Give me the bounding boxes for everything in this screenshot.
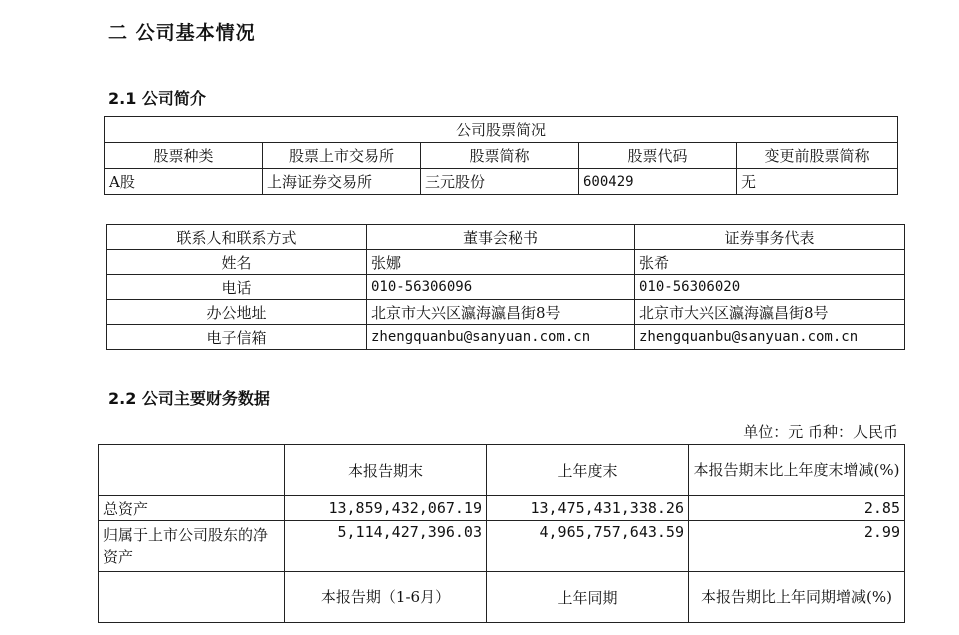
stock-header-cell: 股票上市交易所 [263, 143, 421, 169]
finance-header-cell: 上年度末 [487, 445, 689, 496]
finance-value: 5,114,427,396.03 [285, 521, 487, 572]
unit-note: 单位：元 币种：人民币 [743, 423, 898, 441]
contact-header-cell: 联系人和联系方式 [107, 225, 367, 250]
contact-email: zhengquanbu@sanyuan.com.cn [367, 325, 635, 350]
stock-table-caption: 公司股票简况 [105, 117, 898, 143]
contact-value: 010-56306020 [635, 275, 905, 300]
finance-value: 13,859,432,067.19 [285, 496, 487, 521]
contact-value: 张希 [635, 250, 905, 275]
contact-table [106, 224, 905, 350]
contact-header-cell: 董事会秘书 [367, 225, 635, 250]
stock-cell: 三元股份 [421, 169, 579, 195]
finance-value: 4,965,757,643.59 [487, 521, 689, 572]
finance-row-label: 归属于上市公司股东的净资产 [99, 521, 285, 572]
finance-header-cell: 本报告期（1-6月） [285, 572, 487, 623]
stock-header-cell: 变更前股票简称 [737, 143, 898, 169]
stock-cell: 上海证券交易所 [263, 169, 421, 195]
stock-cell: 无 [737, 169, 898, 195]
contact-label: 电话 [107, 275, 367, 300]
finance-header-cell: 本报告期末 [285, 445, 487, 496]
contact-value: 北京市大兴区瀛海瀛昌街8号 [367, 300, 635, 325]
stock-cell: 600429 [579, 169, 737, 195]
finance-header-cell [99, 572, 285, 623]
finance-row-label: 总资产 [99, 496, 285, 521]
finance-header-cell: 本报告期比上年同期增减(%) [689, 572, 905, 623]
contact-header-cell: 证券事务代表 [635, 225, 905, 250]
contact-label: 电子信箱 [107, 325, 367, 350]
contact-value: 北京市大兴区瀛海瀛昌街8号 [635, 300, 905, 325]
finance-change: 2.99 [689, 521, 905, 572]
stock-table [104, 116, 898, 195]
stock-cell: A股 [105, 169, 263, 195]
finance-header-cell: 上年同期 [487, 572, 689, 623]
stock-header-cell: 股票种类 [105, 143, 263, 169]
finance-header-cell [99, 445, 285, 496]
finance-change: 2.85 [689, 496, 905, 521]
subsection-company-profile: 2.1 公司简介 [108, 89, 206, 108]
contact-value: 张娜 [367, 250, 635, 275]
stock-header-cell: 股票代码 [579, 143, 737, 169]
contact-email: zhengquanbu@sanyuan.com.cn [635, 325, 905, 350]
stock-header-cell: 股票简称 [421, 143, 579, 169]
finance-value: 13,475,431,338.26 [487, 496, 689, 521]
finance-table [98, 444, 905, 623]
finance-header-cell: 本报告期末比上年度末增减(%) [689, 445, 905, 496]
section-title: 二 公司基本情况 [108, 22, 256, 44]
subsection-financial-data: 2.2 公司主要财务数据 [108, 389, 270, 408]
contact-label: 办公地址 [107, 300, 367, 325]
contact-label: 姓名 [107, 250, 367, 275]
contact-value: 010-56306096 [367, 275, 635, 300]
